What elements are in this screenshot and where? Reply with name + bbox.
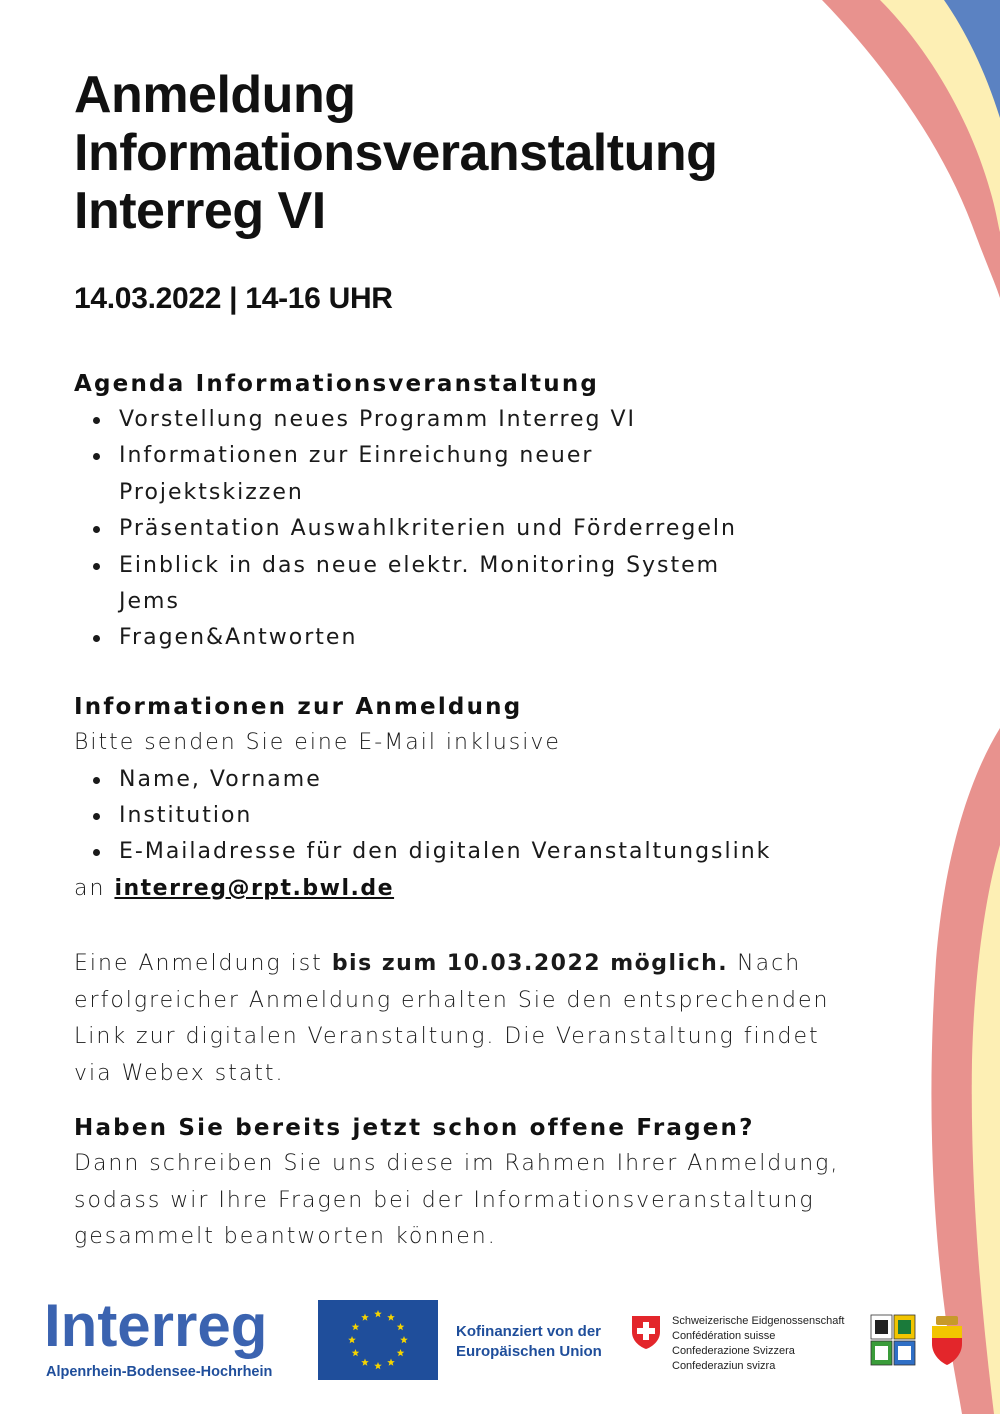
list-item: Vorstellung neues Programm Interreg VI [119, 402, 894, 438]
questions-text: Dann schreiben Sie uns diese im Rahmen Ihrer Anmeldung, sodass wir Ihre Fragen bei der Informationsveranstaltung gesammelt beantworten können. [74, 1151, 840, 1250]
page-title [74, 66, 874, 240]
deadline-section [74, 946, 834, 1092]
email-prefix: an [74, 875, 106, 901]
deadline-text-after: Nach erfolgreicher Anmeldung erhalten Sie den entsprechenden Link zur digitalen Veranstaltung. Die Veranstaltung findet via Webex statt. [74, 951, 830, 1086]
questions-heading: Haben Sie bereits jetzt schon offene Fragen? [74, 1115, 755, 1141]
registration-list [74, 762, 894, 871]
agenda-list [74, 402, 894, 657]
swiss-line: Schweizerische Eidgenossenschaft [672, 1315, 845, 1327]
list-item: Präsentation Auswahlkriterien und Förderregeln [119, 511, 894, 547]
title-line-2: Informationsveranstaltung [74, 124, 718, 182]
questions-section [74, 1110, 894, 1256]
deadline-date: bis zum 10.03.2022 möglich. [331, 951, 729, 976]
footer-logos [0, 1292, 1000, 1396]
title-line-1: Anmeldung [74, 66, 356, 124]
registration-section [74, 689, 894, 907]
list-item: E-Mailadresse für den digitalen Veranstaltungslink [119, 834, 894, 870]
eu-flag-icon [318, 1300, 438, 1380]
swiss-confederation-text [672, 1314, 844, 1374]
swiss-line: Confédération suisse [672, 1330, 776, 1342]
title-line-3: Interreg VI [74, 182, 326, 240]
deadline-text [74, 946, 834, 1092]
agenda-section [74, 366, 894, 657]
list-item: Name, Vorname [119, 762, 894, 798]
event-date: 14.03.2022 | 14-16 UHR [74, 282, 393, 315]
swiss-line: Confederazione Svizzera [672, 1345, 795, 1357]
list-item: Fragen&Antworten [119, 620, 894, 656]
interreg-wordmark: Interreg [44, 1292, 268, 1359]
list-item: Einblick in das neue elektr. Monitoring System Jems [119, 548, 819, 621]
registration-email-line [74, 871, 894, 908]
list-item: Informationen zur Einreichung neuer Projektskizzen [119, 438, 679, 511]
email-link[interactable]: interreg@rpt.bwl.de [114, 875, 395, 901]
liechtenstein-crest-icon [930, 1316, 964, 1366]
list-item: Institution [119, 798, 894, 834]
swiss-coat-icon [630, 1314, 662, 1350]
eu-cofinanced-text [456, 1322, 602, 1362]
interreg-region: Alpenrhein-Bodensee-Hochrhein [46, 1364, 273, 1380]
swiss-line: Confederaziun svizra [672, 1360, 776, 1372]
cantons-crest-icon [870, 1314, 916, 1366]
registration-intro: Bitte senden Sie eine E-Mail inklusive [74, 730, 561, 755]
registration-heading: Informationen zur Anmeldung [74, 694, 523, 720]
eu-text-line-2: Europäischen Union [456, 1343, 602, 1360]
deadline-text-before: Eine Anmeldung ist [74, 951, 323, 976]
interreg-logo [44, 1292, 273, 1380]
agenda-heading: Agenda Informationsveranstaltung [74, 371, 600, 397]
eu-text-line-1: Kofinanziert von der [456, 1323, 602, 1340]
